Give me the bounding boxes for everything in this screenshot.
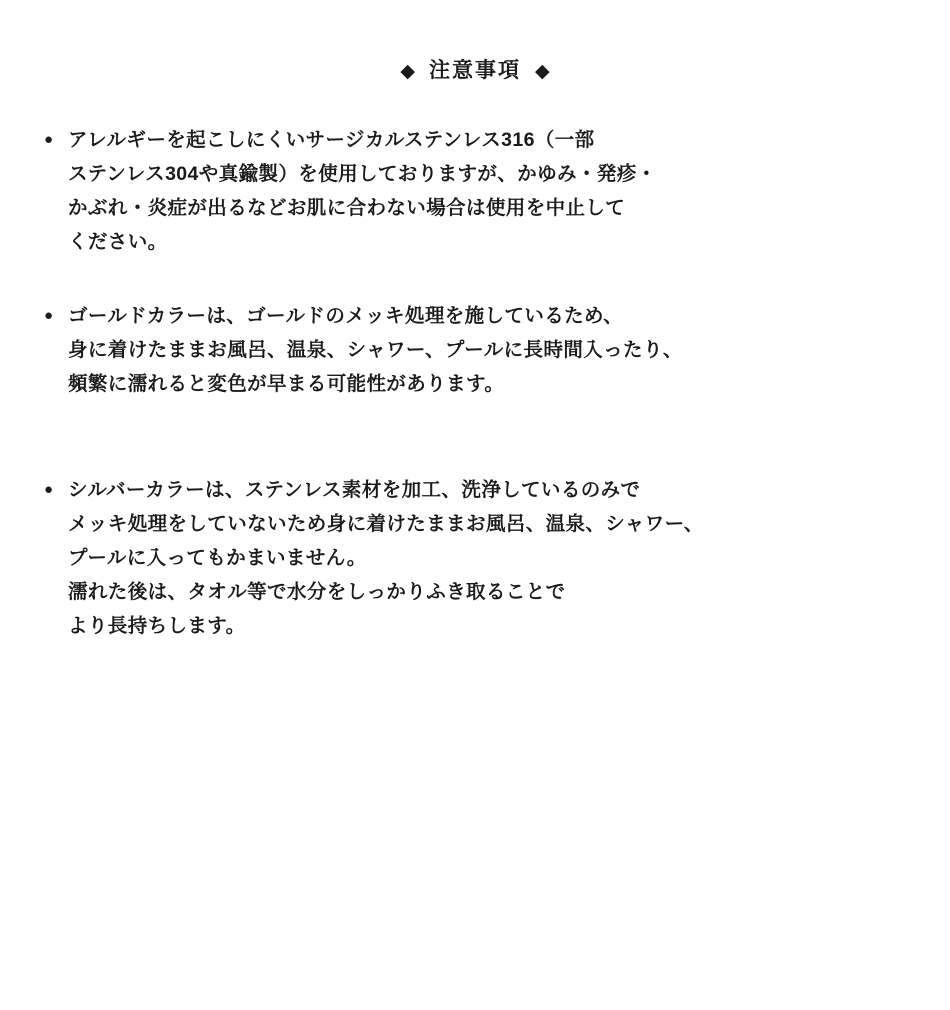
bullet-icon: ● — [44, 307, 54, 324]
note-text-block — [68, 123, 920, 259]
diamond-left-icon: ◆ — [400, 61, 415, 82]
note-line: メッキ処理をしていないため身に着けたままお風呂、温泉、シャワー、 — [68, 513, 704, 535]
note-text-block — [68, 473, 920, 643]
note-line: ステンレス304や真鍮製）を使用しておりますが、かゆみ・発疹・ — [68, 163, 657, 185]
note-line: より長持ちします。 — [68, 615, 246, 637]
notes-list — [0, 123, 950, 643]
note-line: シルバーカラーは、ステンレス素材を加工、洗浄しているのみで — [68, 479, 641, 501]
note-line: 身に着けたままお風呂、温泉、シャワー、プールに長時間入ったり、 — [68, 339, 683, 361]
notice-page — [0, 60, 950, 1010]
note-line: プールに入ってもかまいません。 — [68, 547, 367, 569]
list-item — [40, 299, 920, 401]
note-line: ください。 — [68, 231, 168, 253]
list-item — [40, 473, 920, 643]
note-line: かぶれ・炎症が出るなどお肌に合わない場合は使用を中止して — [68, 197, 626, 219]
page-title — [0, 60, 950, 81]
note-spacer — [40, 401, 920, 473]
note-line: 頻繁に濡れると変色が早まる可能性があります。 — [68, 373, 505, 395]
note-spacer — [40, 259, 920, 299]
note-text-block — [68, 299, 920, 401]
bullet-icon: ● — [44, 131, 54, 148]
diamond-right-icon: ◆ — [535, 61, 550, 82]
list-item — [40, 123, 920, 259]
note-line: 濡れた後は、タオル等で水分をしっかりふき取ることで — [68, 581, 566, 603]
note-line: アレルギーを起こしにくいサージカルステンレス316（一部 — [68, 129, 595, 151]
page-title-text: 注意事項 — [429, 59, 521, 82]
note-line: ゴールドカラーは、ゴールドのメッキ処理を施しているため、 — [68, 305, 624, 327]
bullet-icon: ● — [44, 481, 54, 498]
